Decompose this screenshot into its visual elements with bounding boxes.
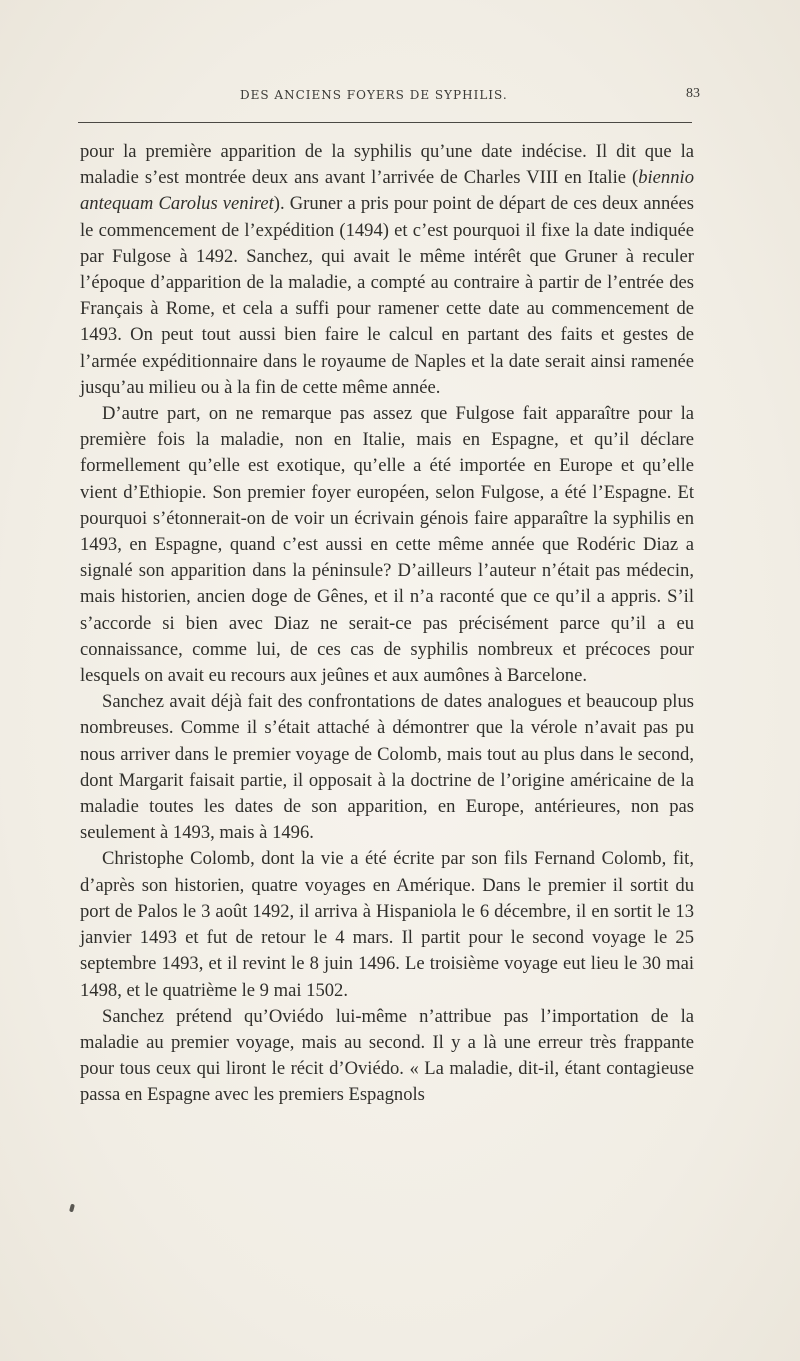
paragraph-text: Sanchez prétend qu’Oviédo lui-même n’attribue pas l’importation de la maladie au premier voyage, mais au second. Il y a là une erreur très frappante pour tous ceux qui liront le récit d’Oviédo. « La maladie, dit-il, étant contagieuse passa en Espagne avec les premiers Espagnols <box>80 1005 694 1106</box>
paragraph-1 <box>80 139 694 401</box>
paragraph-3 <box>80 689 694 846</box>
page-number: 83 <box>686 86 700 101</box>
paragraph-text: Sanchez avait déjà fait des confrontations de dates analogues et beaucoup plus nombreuses. Comme il s’était attaché à démontrer que la vérole n’avait pas pu nous arriver dans le premier voyage de Colomb, mais tout au plus dans le second, dont Margarit faisait partie, il opposait à la doctrine de l’origine américaine de la maladie toutes les dates de son apparition, en Europe, antérieures, non pas seulement à 1493, mais à 1496. <box>80 691 694 844</box>
body-text <box>80 139 694 1109</box>
paragraph-2 <box>80 401 694 689</box>
paragraph-text: D’autre part, on ne remarque pas assez que Fulgose fait apparaître pour la première fois la maladie, non en Italie, mais en Espagne, et qu’il déclare formellement qu’elle est exotique, qu’elle a été importée en Europe et qu’elle vient d’Ethiopie. Son premier foyer européen, selon Fulgose, a été l’Espagne. Et pourquoi s’étonnerait-on de voir un écrivain génois faire apparaître la syphilis en 1493, en Espagne, quand c’est aussi en cette même année que Rodéric Diaz a signalé son apparition dans la péninsule? D’ailleurs l’auteur n’était pas médecin, mais historien, ancien doge de Gênes, et il n’a raconté que ce qu’il a appris. S’il s’accorde si bien avec Diaz ne serait-ce pas précisément parce qu’il a eu connaissance, comme lui, de ces cas de syphilis nombreux et précoces pour lesquels on avait eu recours aux jeûnes et aux aumônes à Barcelone. <box>80 403 694 687</box>
latin-quote: biennio antequam Carolus veniret <box>80 167 694 215</box>
running-title: DES ANCIENS FOYERS DE SYPHILIS. <box>240 88 508 102</box>
paragraph-5 <box>80 1004 694 1109</box>
header-rule <box>78 122 692 123</box>
paragraph-text: Christophe Colomb, dont la vie a été écrite par son fils Fernand Colomb, fit, d’après son historien, quatre voyages en Amérique. Dans le premier il sortit du port de Palos le 3 août 1492, il arriva à Hispaniola le 6 décembre, il en sortit le 13 janvier 1493 et fut de retour le 4 mars. Il partit pour le second voyage le 25 septembre 1493, et il revint le 8 juin 1496. Le troisième voyage eut lieu le 30 mai 1498, et le quatrième le 9 mai 1502. <box>80 848 694 1001</box>
paragraph-text: ). Gruner a pris pour point de départ de ces deux années le commencement de l’expédition (1494) et c’est pourquoi il fixe la date indiquée par Fulgose à 1492. Sanchez, qui avait le même intérêt que Gruner à reculer l’époque d’apparition de la maladie, a compté au contraire à partir de l’entrée des Français à Rome, et cela a suffi pour ramener cette date au commencement de 1493. On peut tout aussi bien faire le calcul en partant des faits et gestes de l’armée expéditionnaire dans le royaume de Naples et la date serait ainsi ramenée jusqu’au milieu ou à la fin de cette même année. <box>80 193 695 398</box>
ink-speck <box>69 1204 75 1213</box>
paragraph-text: pour la première apparition de la syphilis qu’une date indécise. Il dit que la maladie s’est montrée deux ans avant l’arrivée de Charles VIII en Italie ( <box>80 141 694 189</box>
paragraph-4 <box>80 846 694 1003</box>
